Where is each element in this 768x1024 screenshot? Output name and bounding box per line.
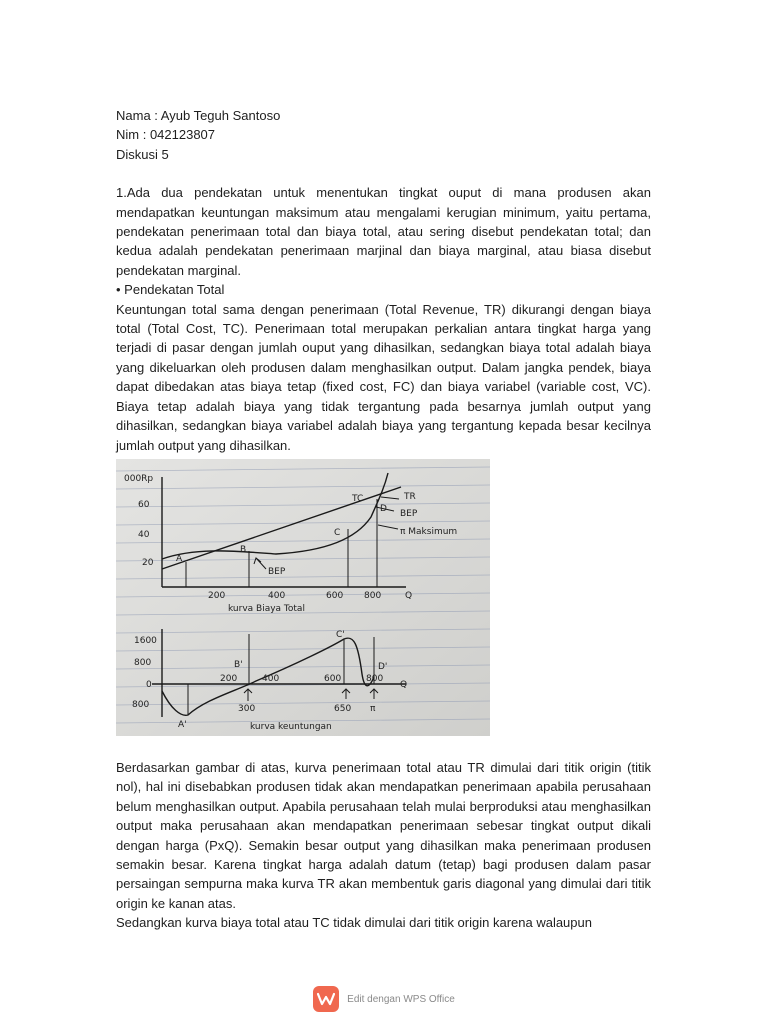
- point-b-prime: B': [234, 659, 243, 670]
- bottom-x-tick-6: 800: [366, 673, 384, 684]
- point-d: D: [380, 503, 387, 514]
- top-x-tick-4: 800: [364, 590, 382, 601]
- bottom-caption: kurva keuntungan: [250, 721, 332, 732]
- tr-label: TR: [404, 491, 416, 502]
- bottom-y-tick-2: 800: [134, 657, 152, 668]
- paragraph-tr-explanation: Berdasarkan gambar di atas, kurva penerimaan total atau TR dimulai dari titik origin (titik nol), hal ini disebabkan produsen tidak akan mendapatkan penerimaan apabila perusahaan belum menghasilkan output. Apabila perusahaan telah mulai berproduksi atau menghasilkan output maka perusahaan akan mendapatkan penerimaan sebesar tingkat output dikali dengan harga (PxQ). Semakin besar output yang dihasilkan maka penerimaan produsen semakin besar. Karena tingkat harga adalah datum (tetap) bagi produsen dalam pasar persaingan sempurna maka kurva TR akan membentuk garis diagonal yang dimulai dari titik origin ke kanan atas.: [116, 759, 651, 911]
- point-c-prime: C': [336, 629, 345, 640]
- bottom-x-tick-3: 400: [262, 673, 280, 684]
- handwritten-graph-photo: [116, 459, 490, 736]
- tc-label: TC: [352, 493, 364, 504]
- top-x-axis-label: Q: [405, 590, 413, 601]
- discussion-number: Diskusi 5: [116, 146, 169, 162]
- paragraph-tc-explanation: Sedangkan kurva biaya total atau TC tidak dimulai dari titik origin karena walaupun: [116, 915, 592, 931]
- bep-label-1: BEP: [268, 566, 286, 577]
- bottom-x-axis-label: Q: [400, 679, 408, 690]
- bottom-x-tick-2: 300: [238, 703, 256, 714]
- bottom-pi-label: π: [370, 703, 376, 714]
- pi-max-label: π Maksimum: [400, 526, 458, 537]
- document-page: [116, 106, 651, 933]
- top-y-tick-1: 60: [138, 499, 150, 510]
- bep-label-2: BEP: [400, 508, 418, 519]
- top-caption: kurva Biaya Total: [228, 603, 305, 614]
- intro-paragraph: 1.Ada dua pendekatan untuk menentukan tingkat ouput di mana produsen akan mendapatkan keuntungan maksimum atau mengalami kerugian minimum, yaitu pertama, pendekatan penerimaan total dan biaya total, atau sering disebut pendekatan total; dan kedua adalah pendekatan penerimaan marjinal dan biaya marginal, atau biasa disebut pendekatan marginal.: [116, 185, 651, 278]
- bottom-x-tick-5: 650: [334, 703, 352, 714]
- paragraph-total-profit: Keuntungan total sama dengan penerimaan (Total Revenue, TR) dikurangi dengan biaya total (Total Cost, TC). Penerimaan total merupakan perkalian antara tingkat harga yang terjadi di pasar dengan jumlah ouput yang dihasilkan, sedangkan biaya total adalah biaya yang dikeluarkan oleh produsen dalam menghasilkan output. Dalam jangka pendek, biaya dapat dibedakan atas biaya tetap (fixed cost, FC) dan biaya variabel (variable cost, VC). Biaya tetap adalah biaya yang tidak tergantung pada besarnya jumlah output yang dihasilkan, sedangkan biaya variabel adalah biaya yang tergantung kepada besar kecilnya jumlah output yang dihasilkan.: [116, 301, 651, 453]
- graph-svg: [116, 459, 490, 736]
- point-d-prime: D': [378, 661, 388, 672]
- bottom-y-tick-4: 800: [132, 699, 150, 710]
- top-y-tick-3: 20: [142, 557, 154, 568]
- student-nim: Nim : 042123807: [116, 127, 216, 143]
- bottom-y-tick-3: 0: [146, 679, 152, 690]
- bottom-x-tick-1: 200: [220, 673, 238, 684]
- wps-office-logo-icon[interactable]: [313, 986, 339, 1012]
- student-name: Nama : Ayub Teguh Santoso: [116, 108, 281, 123]
- bottom-y-tick-1: 1600: [134, 635, 157, 646]
- top-y-tick-2: 40: [138, 529, 150, 540]
- wps-footer[interactable]: [0, 986, 768, 1012]
- top-x-tick-1: 200: [208, 590, 226, 601]
- bullet-heading: • Pendekatan Total: [116, 282, 225, 298]
- wps-edit-link[interactable]: Edit dengan WPS Office: [347, 993, 455, 1005]
- point-b: B: [240, 544, 247, 555]
- top-y-label: 000Rp: [124, 473, 154, 484]
- point-a: A: [176, 553, 183, 564]
- point-c: C: [334, 527, 341, 538]
- top-x-tick-2: 400: [268, 590, 286, 601]
- point-a-prime: A': [178, 719, 187, 730]
- bottom-x-tick-4: 600: [324, 673, 342, 684]
- top-x-tick-3: 600: [326, 590, 344, 601]
